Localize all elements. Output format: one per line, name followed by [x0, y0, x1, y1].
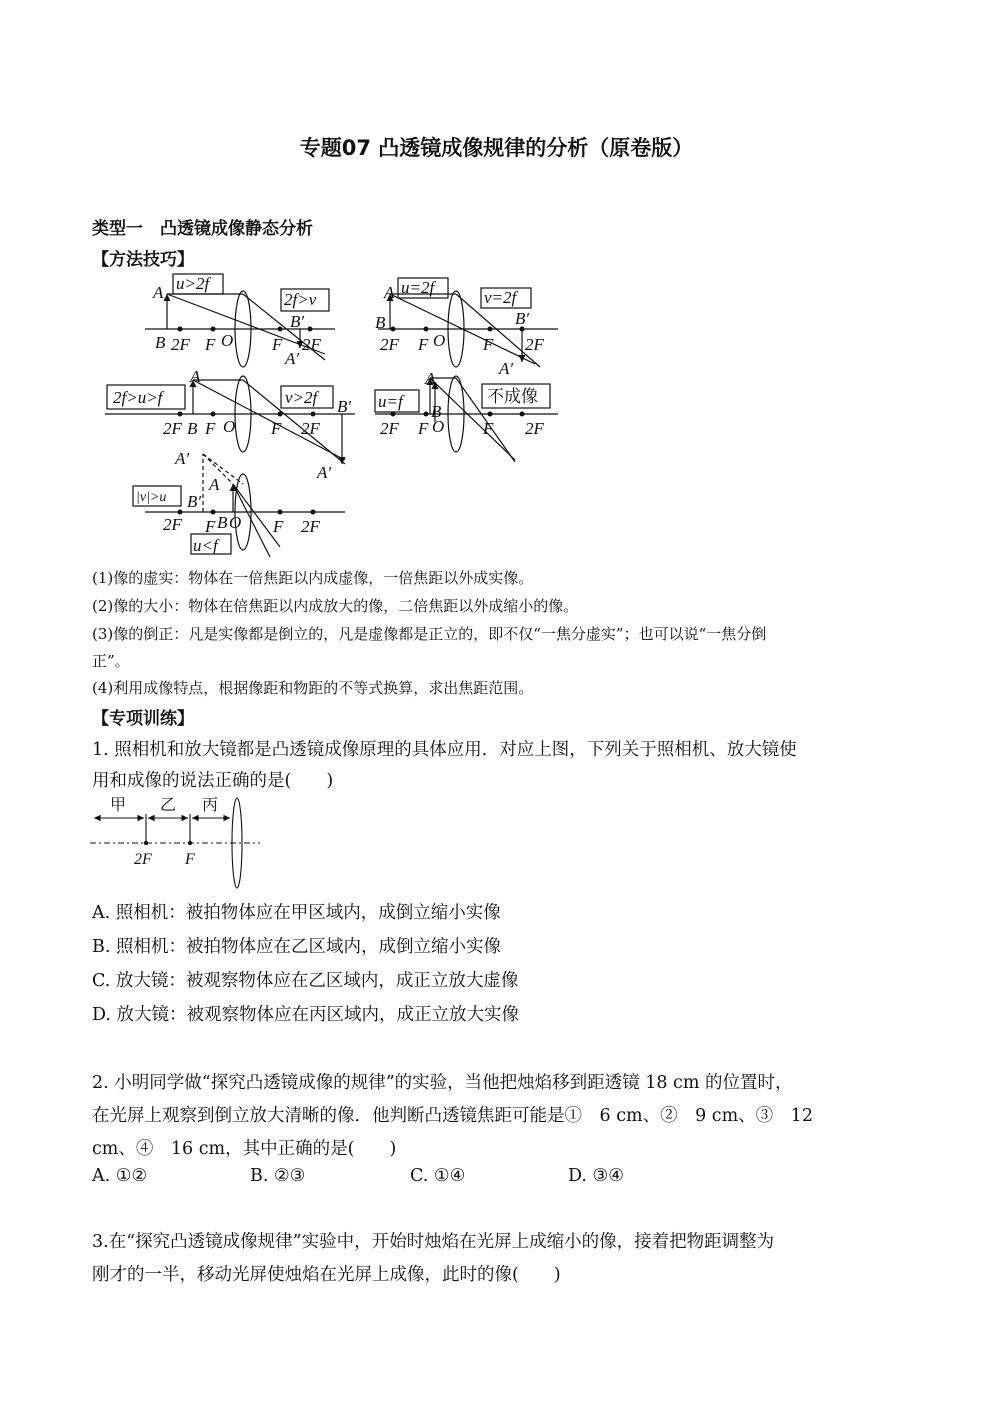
label-B-img: B′ — [290, 312, 305, 331]
section-heading: 类型一 凸透镜成像静态分析 — [92, 219, 313, 239]
label-B-img: B′ — [337, 397, 352, 416]
q2-option-b: B. ②③ — [250, 1166, 306, 1186]
label-F: F — [273, 517, 284, 536]
label-case1: u>2f — [176, 274, 210, 293]
label-2F: 2F — [171, 335, 190, 354]
label-case5: |v|>u — [136, 490, 167, 505]
label-O: O — [223, 417, 236, 436]
label-F: F — [418, 419, 429, 438]
label-F: F — [418, 335, 429, 354]
label-2F: 2F — [163, 515, 182, 534]
note-3-cont: 正”。 — [92, 652, 130, 670]
label-F: F — [205, 517, 216, 536]
q1-fig-2F: 2F — [134, 851, 152, 868]
note-1: (1)像的虚实：物体在一倍焦距以内成虚像，一倍焦距以外成实像。 — [92, 569, 534, 587]
q2-option-d: D. ③④ — [568, 1166, 624, 1186]
q1-option-b: B. 照相机：被拍物体应在乙区域内，成倒立缩小实像 — [92, 937, 501, 957]
label-F: F — [272, 335, 283, 354]
label-A: A — [153, 283, 164, 302]
label-F: F — [483, 335, 494, 354]
label-A-img: A′ — [317, 463, 332, 482]
label-2F: 2F — [301, 517, 320, 536]
case-u-lt-f — [133, 454, 345, 557]
q2-option-c: C. ①④ — [410, 1166, 466, 1186]
q1-option-c: C. 放大镜：被观察物体应在乙区域内，成正立放大虚像 — [92, 971, 519, 991]
q2-line2: 在光屏上观察到倒立放大清晰的像．他判断凸透镜焦距可能是① 6 cm、② 9 cm、③ 12 — [92, 1106, 813, 1126]
q1-fig-jia: 甲 — [110, 795, 127, 814]
label-case4-img: 不成像 — [487, 387, 538, 407]
label-2F: 2F — [380, 419, 399, 438]
label-A: A — [209, 475, 220, 494]
label-2F: 2F — [525, 335, 544, 354]
label-F: F — [271, 419, 282, 438]
label-case3: 2f>u>f — [113, 388, 163, 407]
note-2: (2)像的大小：物体在倍焦距以内成放大的像，二倍焦距以外成缩小的像。 — [92, 597, 579, 615]
q1-stem-line2: 用和成像的说法正确的是( ) — [92, 771, 334, 791]
label-2F: 2F — [525, 419, 544, 438]
label-B: B — [155, 333, 166, 352]
label-F: F — [205, 419, 216, 438]
method-heading: 【方法技巧】 — [92, 250, 194, 270]
label-B-img: B′ — [187, 492, 202, 511]
label-O: O — [433, 331, 446, 350]
label-B: B — [217, 513, 228, 532]
q3-line2: 刚才的一半，移动光屏使烛焰在光屏上成像，此时的像( ) — [92, 1265, 561, 1285]
q1-option-a: A. 照相机：被拍物体应在甲区域内，成倒立缩小实像 — [92, 903, 501, 923]
label-F: F — [483, 419, 494, 438]
label-A-img: A′ — [499, 359, 514, 378]
label-A-img: A′ — [285, 349, 300, 368]
label-case5-obj: u<f — [193, 536, 218, 555]
label-A: A — [425, 369, 436, 388]
label-2F: 2F — [163, 419, 182, 438]
label-case4: u=f — [378, 392, 403, 411]
label-B: B — [187, 419, 198, 438]
label-case3-img: v>2f — [285, 388, 318, 407]
label-case2-img: v=2f — [484, 288, 517, 307]
q3-line1: 3.在“探究凸透镜成像规律”实验中，开始时烛焰在光屏上成缩小的像，接着把物距调整为 — [92, 1232, 775, 1252]
page-title: 专题07 凸透镜成像规律的分析（原卷版） — [299, 136, 694, 160]
note-3: (3)像的倒正：凡是实像都是倒立的，凡是虚像都是正立的，即不仅“一焦分虚实”；也可以说“一焦分倒 — [92, 625, 767, 643]
note-4: (4)利用成像特点，根据像距和物距的不等式换算，求出焦距范围。 — [92, 679, 534, 697]
lens-imaging-diagram — [95, 272, 575, 562]
label-case1-img: 2f>v — [284, 290, 317, 309]
practice-heading: 【专项训练】 — [92, 709, 194, 729]
q2-option-a: A. ①② — [92, 1166, 148, 1186]
q1-fig-bing: 丙 — [202, 795, 219, 814]
label-case2: u=2f — [401, 278, 435, 297]
q1-figure — [88, 794, 268, 894]
q1-fig-yi: 乙 — [160, 795, 177, 814]
q1-stem-line1: 1. 照相机和放大镜都是凸透镜成像原理的具体应用．对应上图，下列关于照相机、放大镜使 — [92, 740, 797, 760]
label-F: F — [205, 335, 216, 354]
label-A-img: A′ — [175, 449, 190, 468]
label-O: O — [432, 417, 445, 436]
label-B: B — [431, 402, 442, 421]
label-B-img: B′ — [515, 309, 530, 328]
label-B: B — [375, 313, 386, 332]
q1-option-d: D. 放大镜：被观察物体应在丙区域内，成正立放大实像 — [92, 1005, 520, 1025]
label-2F: 2F — [301, 419, 320, 438]
label-O: O — [221, 331, 234, 350]
q2-line3: cm、④ 16 cm，其中正确的是( ) — [92, 1139, 397, 1159]
label-A: A — [190, 367, 201, 386]
q2-line1: 2. 小明同学做“探究凸透镜成像的规律”的实验，当他把烛焰移到距透镜 18 cm 的位置时， — [92, 1073, 793, 1093]
label-O: O — [229, 513, 242, 532]
label-A: A — [384, 283, 395, 302]
label-2F: 2F — [302, 335, 321, 354]
label-2F: 2F — [380, 335, 399, 354]
q1-fig-F: F — [185, 851, 195, 868]
